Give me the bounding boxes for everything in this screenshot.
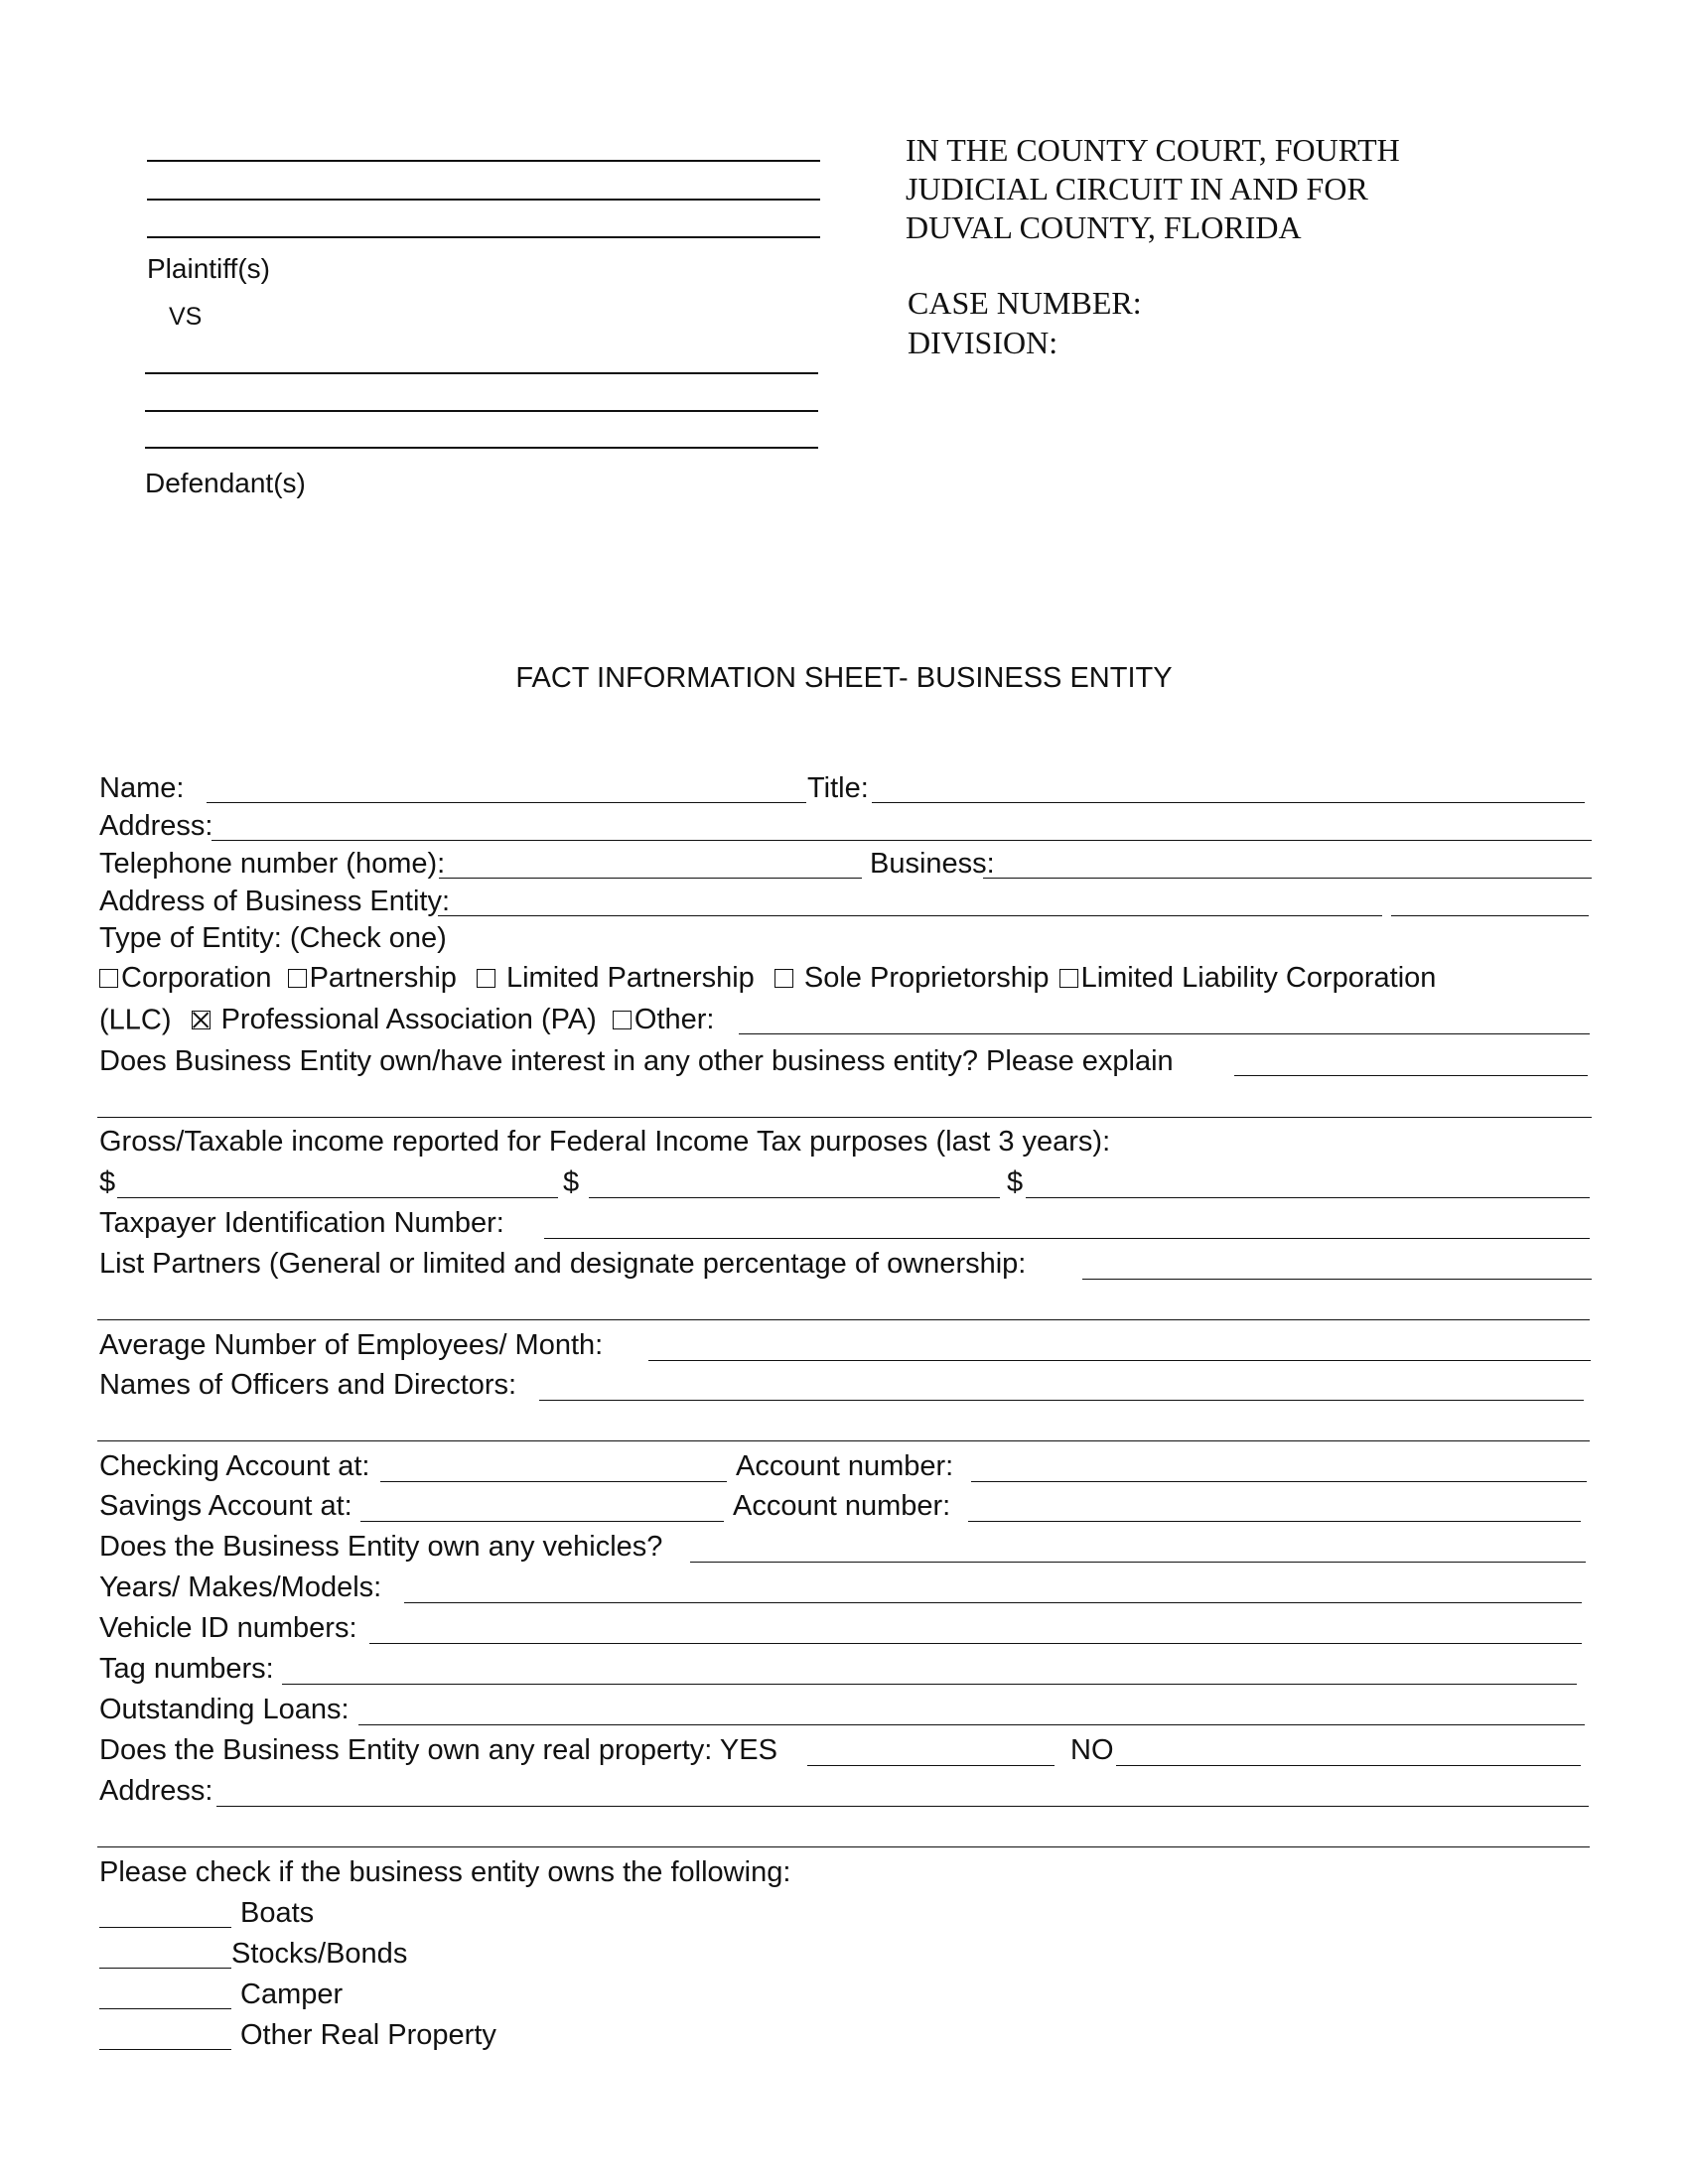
plaintiff-line-1[interactable] bbox=[147, 160, 820, 162]
checking-field[interactable] bbox=[380, 1481, 727, 1482]
pa-checkbox-checked[interactable] bbox=[192, 1011, 211, 1029]
entity-option-corporation[interactable]: Corporation bbox=[99, 961, 272, 995]
income-year-2-field[interactable] bbox=[589, 1197, 1000, 1198]
camper-label: Camper bbox=[240, 1979, 344, 2010]
address-field[interactable] bbox=[211, 840, 1592, 841]
property-address-field[interactable] bbox=[216, 1806, 1589, 1807]
real-property-no-label: NO bbox=[1070, 1734, 1114, 1766]
employees-label: Average Number of Employees/ Month: bbox=[99, 1329, 604, 1361]
business-address-field-2[interactable] bbox=[1391, 915, 1589, 916]
vehicles-field[interactable] bbox=[690, 1562, 1586, 1563]
entity-option-sole-proprietorship[interactable]: Sole Proprietorship bbox=[774, 961, 1050, 995]
business-phone-label: Business: bbox=[870, 848, 995, 880]
other-real-property-check-field[interactable] bbox=[99, 2049, 231, 2050]
plaintiff-line-2[interactable] bbox=[147, 199, 820, 201]
court-line-2: JUDICIAL CIRCUIT IN AND FOR bbox=[906, 171, 1368, 206]
business-phone-field[interactable] bbox=[983, 878, 1592, 879]
savings-label: Savings Account at: bbox=[99, 1490, 352, 1522]
boats-label: Boats bbox=[240, 1897, 315, 1929]
defendant-line-3[interactable] bbox=[145, 447, 818, 449]
title-field[interactable] bbox=[872, 802, 1585, 803]
income-year-3-dollar: $ bbox=[1007, 1166, 1024, 1198]
tag-numbers-field[interactable] bbox=[282, 1684, 1577, 1685]
sole-proprietorship-checkbox[interactable] bbox=[774, 969, 793, 988]
address-label: Address: bbox=[99, 810, 213, 842]
entity-option-limited-partnership[interactable]: Limited Partnership bbox=[477, 961, 755, 995]
defendant-line-1[interactable] bbox=[145, 372, 818, 374]
partners-field-2[interactable] bbox=[97, 1319, 1590, 1320]
other-interest-field-2[interactable] bbox=[97, 1117, 1592, 1118]
vehicles-label: Does the Business Entity own any vehicles? bbox=[99, 1531, 663, 1563]
income-year-1-dollar: $ bbox=[99, 1166, 116, 1198]
boats-check-field[interactable] bbox=[99, 1927, 231, 1928]
plaintiff-line-3[interactable] bbox=[147, 236, 820, 238]
other-interest-field[interactable] bbox=[1234, 1075, 1588, 1076]
other-entity-field[interactable] bbox=[739, 1033, 1590, 1034]
llc-abbrev: (LLC) bbox=[99, 1004, 172, 1036]
stocks-bonds-label: Stocks/Bonds bbox=[231, 1938, 408, 1970]
owns-following-label: Please check if the business entity owns the following: bbox=[99, 1856, 791, 1888]
tin-label: Taxpayer Identification Number: bbox=[99, 1207, 504, 1239]
other-checkbox[interactable] bbox=[613, 1011, 632, 1029]
division-label: DIVISION: bbox=[908, 325, 1058, 360]
savings-field[interactable] bbox=[360, 1521, 724, 1522]
loans-label: Outstanding Loans: bbox=[99, 1694, 350, 1725]
officers-field-2[interactable] bbox=[97, 1440, 1590, 1441]
form-title: FACT INFORMATION SHEET- BUSINESS ENTITY bbox=[515, 662, 1173, 694]
plaintiff-label: Plaintiff(s) bbox=[147, 253, 270, 284]
llc-checkbox[interactable] bbox=[1059, 969, 1078, 988]
entity-option-partnership[interactable]: Partnership bbox=[288, 961, 457, 995]
defendant-label: Defendant(s) bbox=[145, 468, 306, 498]
real-property-no-field[interactable] bbox=[1116, 1765, 1581, 1766]
title-label: Title: bbox=[807, 772, 869, 804]
entity-type-row-2 bbox=[99, 1003, 714, 1037]
other-real-property-label: Other Real Property bbox=[240, 2019, 496, 2051]
entity-option-llc[interactable]: Limited Liability Corporation bbox=[1059, 961, 1437, 995]
years-makes-label: Years/ Makes/Models: bbox=[99, 1571, 382, 1603]
name-field[interactable] bbox=[207, 802, 806, 803]
camper-check-field[interactable] bbox=[99, 2008, 231, 2009]
partnership-checkbox[interactable] bbox=[288, 969, 307, 988]
corporation-checkbox[interactable] bbox=[99, 969, 118, 988]
years-makes-field[interactable] bbox=[404, 1602, 1582, 1603]
entity-type-label: Type of Entity: (Check one) bbox=[99, 922, 447, 954]
property-address-field-2[interactable] bbox=[97, 1846, 1590, 1847]
checking-account-number-field[interactable] bbox=[971, 1481, 1587, 1482]
partners-label: List Partners (General or limited and designate percentage of ownership: bbox=[99, 1248, 1027, 1280]
other-interest-label: Does Business Entity own/have interest in any other business entity? Please explain bbox=[99, 1045, 1174, 1077]
loans-field[interactable] bbox=[358, 1724, 1585, 1725]
telephone-home-field[interactable] bbox=[439, 878, 862, 879]
defendant-line-2[interactable] bbox=[145, 410, 818, 412]
tin-field[interactable] bbox=[544, 1238, 1590, 1239]
entity-type-row-1 bbox=[99, 961, 1436, 996]
tag-numbers-label: Tag numbers: bbox=[99, 1653, 274, 1685]
business-address-label: Address of Business Entity: bbox=[99, 886, 450, 917]
business-address-field[interactable] bbox=[438, 915, 1382, 916]
officers-field[interactable] bbox=[539, 1400, 1584, 1401]
officers-label: Names of Officers and Directors: bbox=[99, 1369, 517, 1401]
vs-label: VS bbox=[169, 303, 203, 331]
entity-option-pa[interactable]: Professional Association (PA) bbox=[192, 1003, 597, 1036]
real-property-label: Does the Business Entity own any real property: YES bbox=[99, 1734, 777, 1766]
stocks-bonds-check-field[interactable] bbox=[99, 1968, 231, 1969]
vehicle-id-label: Vehicle ID numbers: bbox=[99, 1612, 357, 1644]
court-line-3: DUVAL COUNTY, FLORIDA bbox=[906, 209, 1302, 245]
limited-partnership-checkbox[interactable] bbox=[477, 969, 495, 988]
checking-label: Checking Account at: bbox=[99, 1450, 370, 1482]
partners-field[interactable] bbox=[1082, 1279, 1592, 1280]
employees-field[interactable] bbox=[648, 1360, 1591, 1361]
checking-account-number-label: Account number: bbox=[736, 1450, 954, 1482]
income-year-2-dollar: $ bbox=[563, 1166, 580, 1198]
telephone-home-label: Telephone number (home): bbox=[99, 848, 446, 880]
income-year-1-field[interactable] bbox=[117, 1197, 558, 1198]
name-label: Name: bbox=[99, 772, 185, 804]
real-property-yes-field[interactable] bbox=[807, 1765, 1055, 1766]
income-year-3-field[interactable] bbox=[1026, 1197, 1590, 1198]
gross-income-label: Gross/Taxable income reported for Federal Income Tax purposes (last 3 years): bbox=[99, 1126, 1111, 1158]
property-address-label: Address: bbox=[99, 1775, 213, 1807]
case-number-label: CASE NUMBER: bbox=[908, 285, 1142, 321]
vehicle-id-field[interactable] bbox=[369, 1643, 1582, 1644]
savings-account-number-label: Account number: bbox=[733, 1490, 951, 1522]
court-line-1: IN THE COUNTY COURT, FOURTH bbox=[906, 132, 1400, 168]
savings-account-number-field[interactable] bbox=[968, 1521, 1581, 1522]
entity-option-other[interactable]: Other: bbox=[613, 1003, 715, 1036]
